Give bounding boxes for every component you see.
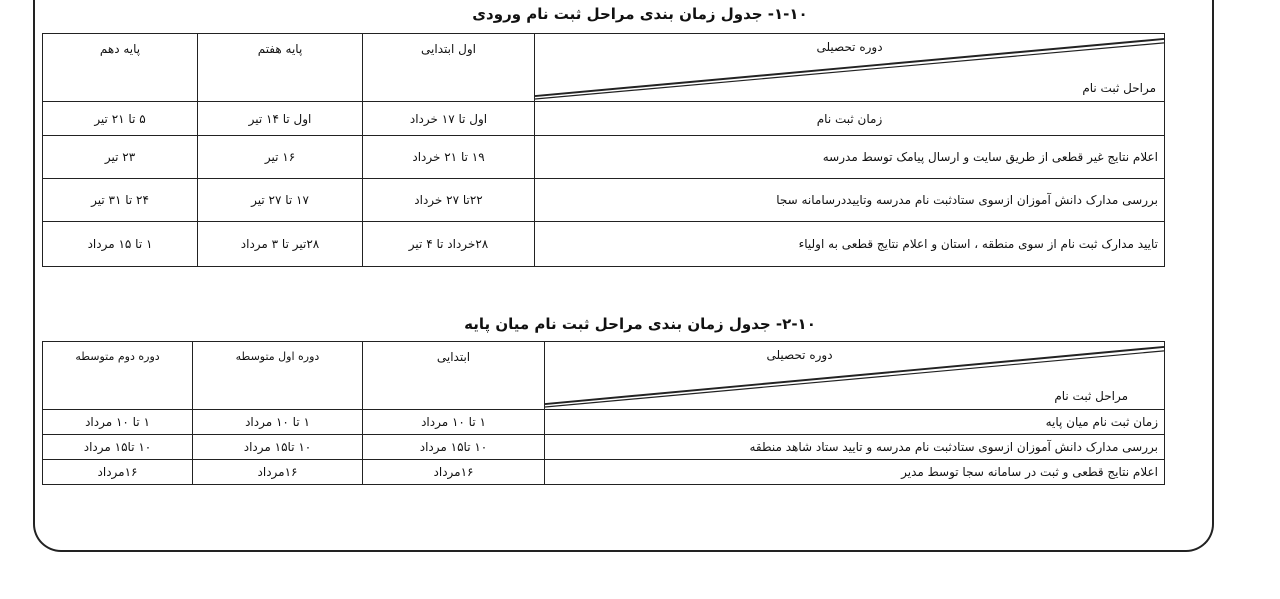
table-row <box>43 179 1165 222</box>
column-header: ابتدایی <box>363 342 545 410</box>
header-stage-label: مراحل ثبت نام <box>1082 81 1156 95</box>
table-header-row <box>43 34 1165 102</box>
column-header: پایه هفتم <box>198 34 363 102</box>
table-cell: اول تا ۱۴ تیر <box>198 102 363 136</box>
header-diagonal-cell <box>535 34 1165 102</box>
column-header: دوره دوم متوسطه <box>43 342 193 410</box>
table-row <box>43 460 1165 485</box>
row-label: تایید مدارک ثبت نام از سوی منطقه ، استان و اعلام نتایج قطعی به اولیاء <box>535 222 1165 267</box>
table2-title: ۲-۱۰- جدول زمان بندی مراحل ثبت نام میان پایه <box>464 315 816 333</box>
table-cell: ۱۰ تا۱۵ مرداد <box>193 435 363 460</box>
header-stage-label: مراحل ثبت نام <box>1054 389 1128 403</box>
table-header-row <box>43 342 1165 410</box>
row-label: بررسی مدارک دانش آموزان ازسوی ستادثبت نام مدرسه و تایید ستاد شاهد منطقه <box>545 435 1165 460</box>
table-cell: ۲۴ تا ۳۱ تیر <box>43 179 198 222</box>
table-cell: ۱ تا ۱۰ مرداد <box>193 410 363 435</box>
table-cell: ۱ تا ۱۰ مرداد <box>43 410 193 435</box>
table-cell: ۵ تا ۲۱ تیر <box>43 102 198 136</box>
table-cell: ۱۰ تا۱۵ مرداد <box>363 435 545 460</box>
table-row <box>43 222 1165 267</box>
row-label: اعلام نتایج قطعی و ثبت در سامانه سجا توسط مدیر <box>545 460 1165 485</box>
table-cell: ۱۷ تا ۲۷ تیر <box>198 179 363 222</box>
table-cell: ۲۳ تیر <box>43 136 198 179</box>
column-header: دوره اول متوسطه <box>193 342 363 410</box>
table-cell: ۱ تا ۱۰ مرداد <box>363 410 545 435</box>
table-cell: ۱۰ تا۱۵ مرداد <box>43 435 193 460</box>
table-cell: ۱۹ تا ۲۱ خرداد <box>363 136 535 179</box>
table-cell: ۲۸تیر تا ۳ مرداد <box>198 222 363 267</box>
column-header: پایه دهم <box>43 34 198 102</box>
table-cell: ۲۸خرداد تا ۴ تیر <box>363 222 535 267</box>
table-row <box>43 410 1165 435</box>
table-row <box>43 435 1165 460</box>
table-cell: ۱۶ تیر <box>198 136 363 179</box>
table-row <box>43 136 1165 179</box>
table-cell: ۱۶مرداد <box>43 460 193 485</box>
table-cell: ۱ تا ۱۵ مرداد <box>43 222 198 267</box>
midgrade-schedule-table <box>42 341 1165 485</box>
table-cell: ۲۲تا ۲۷ خرداد <box>363 179 535 222</box>
registration-schedule-table <box>42 33 1165 267</box>
table-row <box>43 102 1165 136</box>
column-header: اول ابتدایی <box>363 34 535 102</box>
row-label: زمان ثبت نام <box>535 102 1165 136</box>
header-diagonal-cell <box>545 342 1165 410</box>
row-label: اعلام نتایج غیر قطعی از طریق سایت و ارسال پیامک توسط مدرسه <box>535 136 1165 179</box>
table-cell: ۱۶مرداد <box>363 460 545 485</box>
table-cell: ۱۶مرداد <box>193 460 363 485</box>
header-course-label: دوره تحصیلی <box>816 40 883 54</box>
header-course-label: دوره تحصیلی <box>766 348 833 362</box>
table-cell: اول تا ۱۷ خرداد <box>363 102 535 136</box>
table1-title: ۱-۱۰- جدول زمان بندی مراحل ثبت نام ورودی <box>472 5 808 23</box>
row-label: بررسی مدارک دانش آموزان ازسوی ستادثبت نام مدرسه وتاییددرسامانه سجا <box>535 179 1165 222</box>
row-label: زمان ثبت نام میان پایه <box>545 410 1165 435</box>
